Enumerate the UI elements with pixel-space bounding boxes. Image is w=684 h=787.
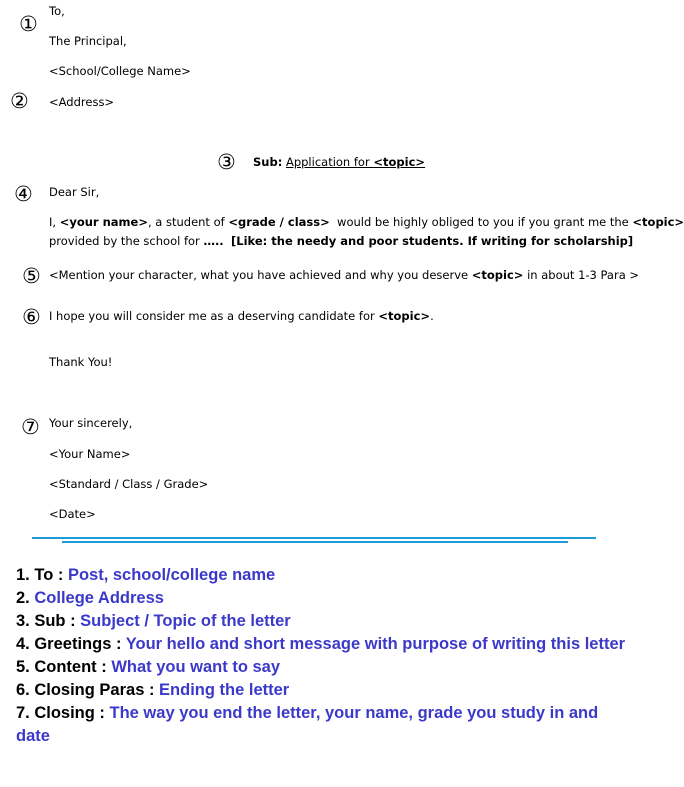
subject-text	[286, 155, 425, 169]
letter-date: <Date>	[49, 507, 96, 521]
legend-item	[16, 564, 636, 587]
body-spacer	[224, 234, 231, 248]
legend-value: College Address	[34, 589, 164, 607]
separator-line	[32, 537, 596, 539]
hope-text: I hope you will consider me as a deserving candidate for	[49, 309, 379, 323]
legend-key: 7. Closing :	[16, 704, 110, 722]
letter-school: <School/College Name>	[49, 64, 191, 78]
mention-topic: <topic>	[471, 268, 524, 282]
body-your-name: <your name>	[59, 215, 148, 229]
letter-subject	[253, 154, 425, 170]
letter-sincerely: Your sincerely,	[49, 416, 133, 430]
letter-name: <Your Name>	[49, 447, 131, 461]
legend-item	[16, 679, 636, 702]
mention-text: in about 1-3 Para >	[523, 268, 640, 282]
legend-item	[16, 702, 636, 748]
legend-key: 6. Closing Paras :	[16, 681, 160, 699]
subject-main: Application for	[285, 155, 374, 169]
legend-value: Post, school/college name	[67, 566, 276, 584]
hope-text: .	[430, 309, 434, 323]
letter-hope	[49, 308, 434, 324]
legend-key: 5. Content :	[16, 658, 112, 676]
legend-key: 2.	[16, 589, 35, 607]
legend-value: Subject / Topic of the letter	[80, 612, 291, 630]
letter-greeting: Dear Sir,	[49, 185, 100, 199]
body-text: provided by the school for	[49, 234, 204, 248]
letter-principal: The Principal,	[49, 34, 127, 48]
mention-text: <Mention your character, what you have achieved and why you deserve	[49, 268, 472, 282]
subject-label: Sub:	[253, 155, 283, 169]
letter-body-line2	[49, 233, 633, 249]
body-text: would be highly obliged to you if you grant me the	[329, 215, 633, 229]
legend-item	[16, 587, 636, 610]
hope-topic: <topic>	[378, 309, 431, 323]
legend-value: What you want to say	[111, 658, 281, 676]
body-topic: <topic>	[632, 215, 684, 229]
legend	[16, 564, 636, 748]
letter-mention	[49, 267, 639, 283]
legend-item	[16, 656, 636, 679]
letter-thanks: Thank You!	[49, 355, 113, 369]
letter-body-line1	[49, 214, 684, 230]
legend-key: 1. To :	[16, 566, 68, 584]
legend-item	[16, 633, 636, 656]
letter-address: <Address>	[49, 95, 115, 109]
letter-to: To,	[49, 4, 65, 18]
letter-standard: <Standard / Class / Grade>	[49, 477, 209, 491]
marker-2: ②	[10, 89, 29, 113]
marker-3: ③	[217, 150, 236, 174]
marker-6: ⑥	[22, 305, 41, 329]
subject-topic: <topic>	[373, 155, 426, 169]
body-text: I,	[49, 215, 60, 229]
body-dots: …..	[203, 234, 224, 248]
marker-7: ⑦	[21, 415, 40, 439]
body-text: , a student of	[147, 215, 229, 229]
legend-key: 3. Sub :	[16, 612, 81, 630]
legend-key: 4. Greetings :	[16, 635, 126, 653]
legend-value: Your hello and short message with purpose of writing this letter	[125, 635, 626, 653]
marker-1: ①	[19, 12, 38, 36]
marker-5: ⑤	[22, 264, 41, 288]
legend-value: Ending the letter	[159, 681, 290, 699]
body-like-note: [Like: the needy and poor students. If writing for scholarship]	[231, 234, 634, 248]
marker-4: ④	[14, 182, 33, 206]
body-grade: <grade / class>	[228, 215, 330, 229]
legend-value: The way you end the letter, your name, grade you study in and date	[16, 704, 599, 745]
legend-item	[16, 610, 636, 633]
separator-line	[62, 541, 568, 543]
